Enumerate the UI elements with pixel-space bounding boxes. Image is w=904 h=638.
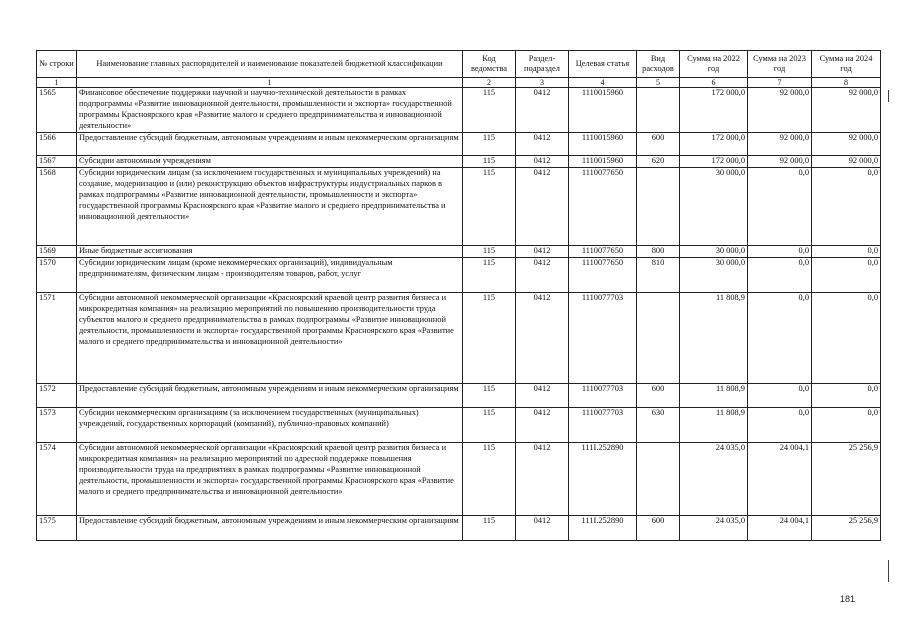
row-dept-code: 115 [463,246,516,258]
row-expense-type: 600 [637,384,680,408]
col-number: 5 [637,78,680,88]
row-sum-2023: 92 000,0 [748,88,812,133]
row-expense-type [637,293,680,384]
scan-edge-mark [888,560,889,582]
row-expense-type [637,443,680,516]
row-name: Субсидии юридическим лицам (за исключением государственных и муниципальных учреждений) на создание, модернизацию и (или) реконструкцию объектов инфраструктуры индустриальных парков в рамках подпрограммы «Развитие инновационной деятельности, промышленности и экспорта» государственной программы Красноярского края «Развитие малого и среднего предпринимательства и инновационной деятельности» [77,168,463,246]
row-sum-2024: 0,0 [812,408,881,443]
row-section: 0412 [516,516,569,541]
row-sum-2024: 25 256,9 [812,443,881,516]
header-sum-2023: Сумма на 2023 год [748,51,812,78]
row-sum-2022: 172 000,0 [680,88,748,133]
table-row [37,408,881,443]
table-row [37,516,881,541]
row-target-article: 111I.252890 [569,443,637,516]
header-sum-2024: Сумма на 2024 год [812,51,881,78]
table-row [37,156,881,168]
row-sum-2023: 0,0 [748,408,812,443]
row-sum-2023: 0,0 [748,168,812,246]
row-sum-2022: 11 808,9 [680,384,748,408]
row-sum-2024: 25 256,9 [812,516,881,541]
row-number: 1573 [37,408,77,443]
row-section: 0412 [516,156,569,168]
row-sum-2024: 0,0 [812,384,881,408]
table-row [37,133,881,156]
row-name: Предоставление субсидий бюджетным, автономным учреждениям и иным некоммерческим организациям [77,516,463,541]
row-dept-code: 115 [463,168,516,246]
row-target-article: 111I.252890 [569,516,637,541]
row-dept-code: 115 [463,133,516,156]
row-dept-code: 115 [463,516,516,541]
header-section: Раздел-подраздел [516,51,569,78]
row-sum-2023: 0,0 [748,246,812,258]
row-number: 1571 [37,293,77,384]
row-section: 0412 [516,408,569,443]
col-number: 1 [77,78,463,88]
row-sum-2022: 172 000,0 [680,133,748,156]
row-expense-type [637,168,680,246]
row-target-article: 1110077703 [569,384,637,408]
row-sum-2024: 92 000,0 [812,88,881,133]
budget-table-container [36,50,881,541]
budget-table [36,50,881,541]
row-section: 0412 [516,88,569,133]
row-name: Иные бюджетные ассигнования [77,246,463,258]
row-sum-2024: 0,0 [812,293,881,384]
row-sum-2022: 24 035,0 [680,516,748,541]
row-sum-2023: 0,0 [748,293,812,384]
row-sum-2023: 24 004,1 [748,516,812,541]
row-dept-code: 115 [463,258,516,293]
table-row [37,293,881,384]
row-sum-2022: 24 035,0 [680,443,748,516]
row-sum-2022: 30 000,0 [680,168,748,246]
row-dept-code: 115 [463,88,516,133]
col-number: 2 [463,78,516,88]
table-row [37,168,881,246]
row-expense-type: 600 [637,133,680,156]
row-target-article: 1110077703 [569,408,637,443]
header-dept: Код ведомства [463,51,516,78]
col-number: 4 [569,78,637,88]
table-row [37,443,881,516]
row-sum-2023: 0,0 [748,258,812,293]
row-sum-2024: 0,0 [812,258,881,293]
table-row [37,384,881,408]
row-section: 0412 [516,246,569,258]
row-target-article: 1110015960 [569,133,637,156]
row-section: 0412 [516,443,569,516]
row-target-article: 1110015960 [569,88,637,133]
row-sum-2022: 11 808,9 [680,408,748,443]
row-section: 0412 [516,258,569,293]
table-row [37,258,881,293]
row-number: 1575 [37,516,77,541]
row-target-article: 1110077650 [569,168,637,246]
row-sum-2024: 92 000,0 [812,156,881,168]
header-row-no: № строки [37,51,77,78]
row-target-article: 1110077650 [569,246,637,258]
row-name: Предоставление субсидий бюджетным, автономным учреждениям и иным некоммерческим организациям [77,384,463,408]
row-name: Субсидии автономным учреждениям [77,156,463,168]
row-sum-2022: 30 000,0 [680,258,748,293]
page-number: 181 [840,594,856,604]
col-number: 6 [680,78,748,88]
column-number-row [37,78,881,88]
row-dept-code: 115 [463,443,516,516]
row-expense-type: 810 [637,258,680,293]
row-target-article: 1110015960 [569,156,637,168]
row-dept-code: 115 [463,293,516,384]
col-number: 7 [748,78,812,88]
row-name: Субсидии некоммерческим организациям (за исключением государственных (муниципальных) учреждений, государственных корпораций (компаний), публично-правовых компаний) [77,408,463,443]
header-sum-2022: Сумма на 2022 год [680,51,748,78]
row-sum-2023: 92 000,0 [748,133,812,156]
row-number: 1565 [37,88,77,133]
row-sum-2023: 24 004,1 [748,443,812,516]
row-expense-type: 600 [637,516,680,541]
row-section: 0412 [516,133,569,156]
col-number: 8 [812,78,881,88]
row-number: 1566 [37,133,77,156]
row-name: Финансовое обеспечение поддержки научной и научно-технической деятельности в рамках подпрограммы «Развитие инновационной деятельности, промышленности и экспорта» государственной программы Красноярского края «Развитие малого и среднего предпринимательства и инновационной деятельности» [77,88,463,133]
row-dept-code: 115 [463,384,516,408]
col-number: 1 [37,78,77,88]
row-number: 1567 [37,156,77,168]
row-number: 1569 [37,246,77,258]
table-row [37,88,881,133]
row-sum-2022: 30 000,0 [680,246,748,258]
row-sum-2024: 92 000,0 [812,133,881,156]
row-target-article: 1110077650 [569,258,637,293]
row-section: 0412 [516,384,569,408]
row-sum-2023: 92 000,0 [748,156,812,168]
row-number: 1570 [37,258,77,293]
row-sum-2023: 0,0 [748,384,812,408]
col-number: 3 [516,78,569,88]
row-number: 1574 [37,443,77,516]
row-name: Субсидии юридическим лицам (кроме некоммерческих организаций), индивидуальным предпринимателям, физическим лицам - производителям товаров, работ, услуг [77,258,463,293]
header-exp-type: Вид расходов [637,51,680,78]
header-row [37,51,881,78]
row-sum-2024: 0,0 [812,246,881,258]
row-sum-2024: 0,0 [812,168,881,246]
header-name: Наименование главных распорядителей и наименование показателей бюджетной классификации [77,51,463,78]
row-sum-2022: 172 000,0 [680,156,748,168]
row-name: Субсидии автономной некоммерческой организации «Красноярский краевой центр развития бизнеса и микрокредитная компания» на реализацию мероприятий по адресной поддержке повышения производительности труда на предприятиях в рамках подпрограммы «Развитие инновационной деятельности, промышленности и экспорта» государственной программы Красноярского края «Развитие малого и среднего предпринимательства и инновационной деятельности» [77,443,463,516]
row-expense-type: 800 [637,246,680,258]
row-target-article: 1110077703 [569,293,637,384]
row-expense-type [637,88,680,133]
row-expense-type: 630 [637,408,680,443]
row-section: 0412 [516,168,569,246]
row-section: 0412 [516,293,569,384]
row-name: Субсидии автономной некоммерческой организации «Красноярский краевой центр развития бизнеса и микрокредитная компания» на реализацию мероприятий по повышению производительности труда субъектов малого и среднего предпринимательства в рамках подпрограммы «Развитие инновационной деятельности, промышленности и экспорта» государственной программы Красноярского края «Развитие малого и среднего предпринимательства и инновационной деятельности» [77,293,463,384]
row-number: 1572 [37,384,77,408]
row-dept-code: 115 [463,156,516,168]
row-name: Предоставление субсидий бюджетным, автономным учреждениям и иным некоммерческим организациям [77,133,463,156]
table-row [37,246,881,258]
row-expense-type: 620 [637,156,680,168]
table-body [37,88,881,541]
row-dept-code: 115 [463,408,516,443]
row-number: 1568 [37,168,77,246]
header-target: Целевая статья [569,51,637,78]
row-sum-2022: 11 808,9 [680,293,748,384]
scan-edge-mark [888,90,889,102]
